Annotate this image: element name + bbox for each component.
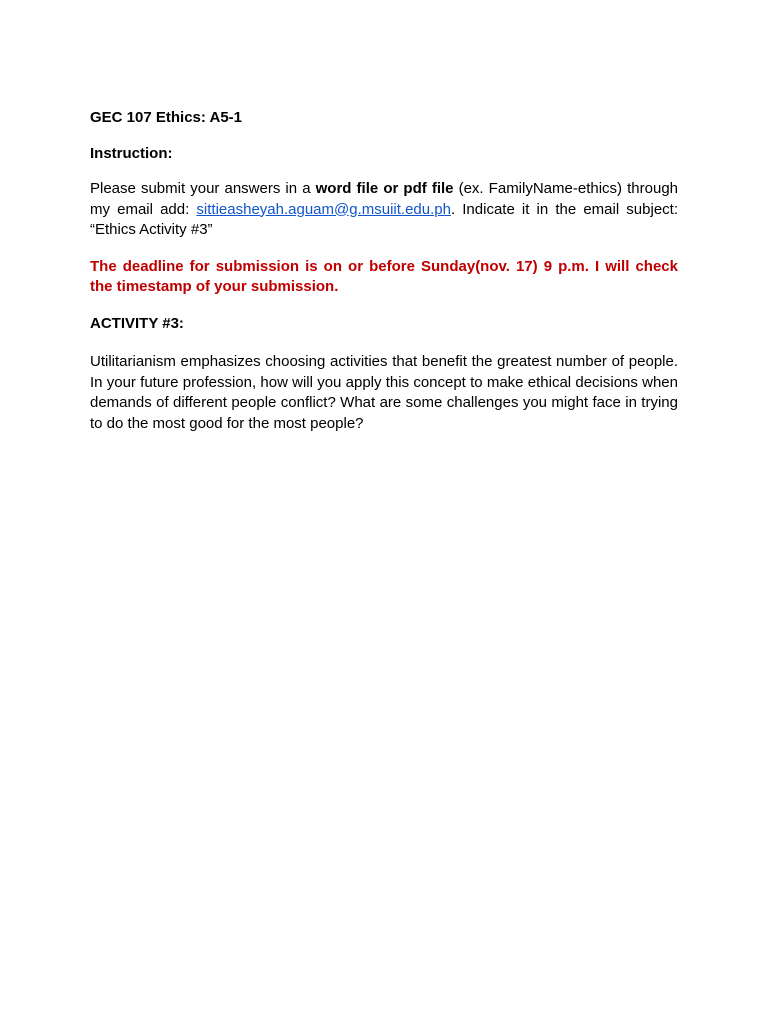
instruction-paragraph (90, 179, 678, 241)
instruction-text-1: Please submit your answers in a (90, 180, 316, 197)
activity-question: Utilitarianism emphasizes choosing activities that benefit the greatest number of people. In your future profession, how will you apply this concept to make ethical decisions when demands of different people conflict? What are some challenges you might face in trying to do the most good for the most people? (90, 353, 678, 432)
activity-heading: ACTIVITY #3: (90, 314, 184, 332)
instruction-text-3: . Indicate it in the email subject: “Ethics Activity #3” (90, 200, 678, 238)
document-body (90, 108, 678, 434)
email-link[interactable]: sittieasheyah.aguam@g.msuiit.edu.ph (196, 200, 451, 218)
document-title: GEC 107 Ethics: A5-1 (90, 109, 242, 126)
deadline-notice: The deadline for submission is on or before Sunday(nov. 17) 9 p.m. I will check the timestamp of your submission. (90, 257, 678, 295)
instruction-label: Instruction: (90, 144, 173, 162)
instruction-text-2: (ex. FamilyName-ethics) through my email add: (90, 180, 678, 218)
instruction-file-type: word file or pdf file (315, 180, 454, 197)
